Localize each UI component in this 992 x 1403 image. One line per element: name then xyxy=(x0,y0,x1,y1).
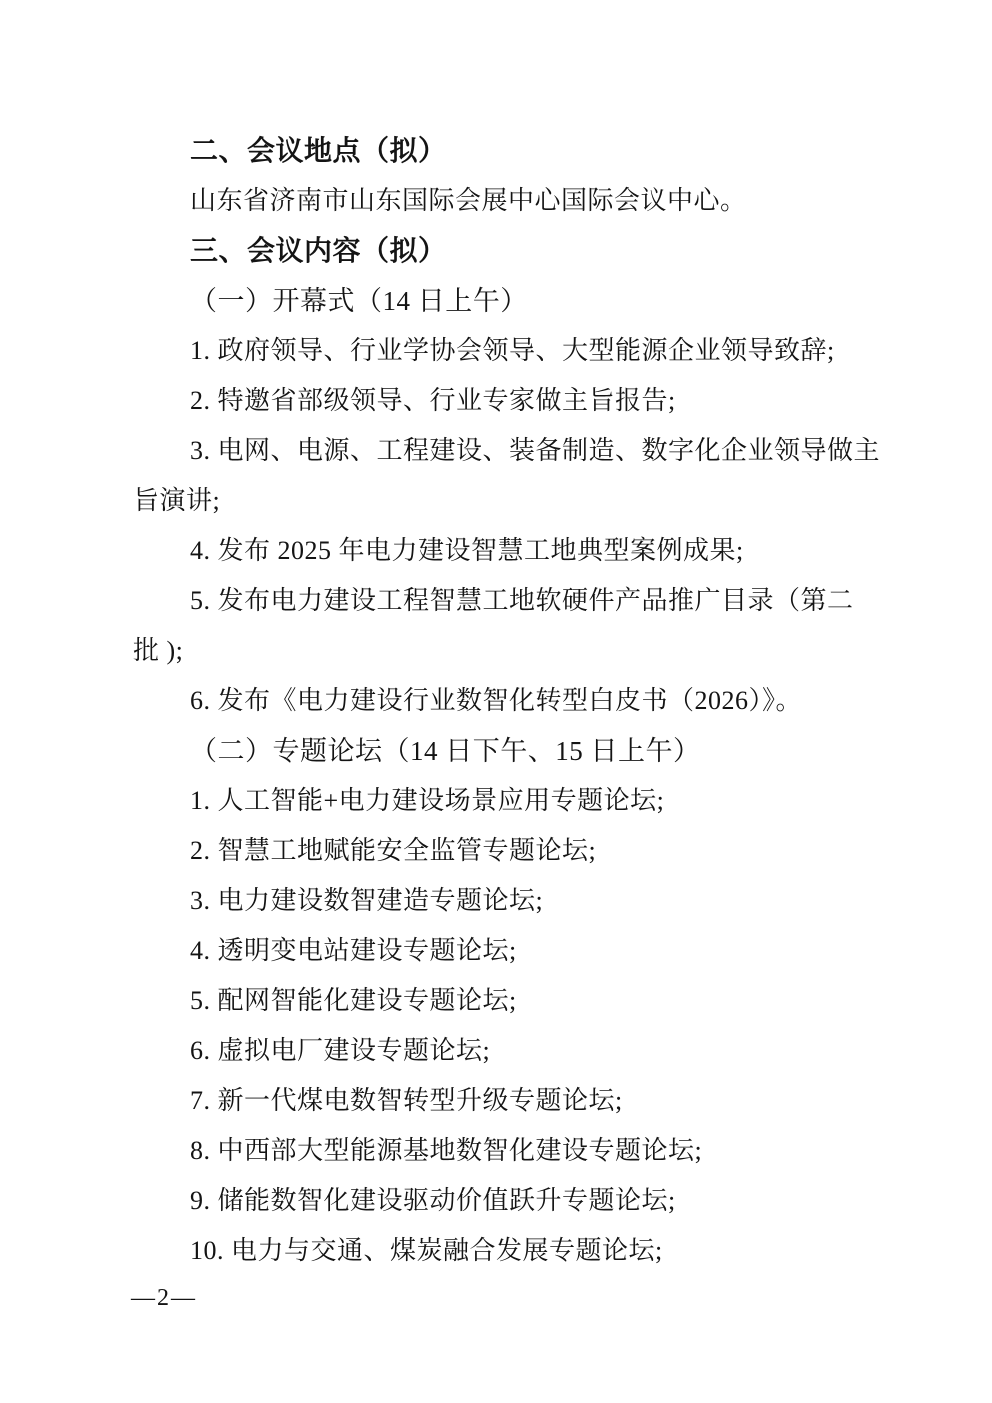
subheading-special-forums: （二）专题论坛（14 日下午、15 日上午） xyxy=(190,736,701,766)
opening-item-1: 1. 政府领导、行业学协会领导、大型能源企业领导致辞; xyxy=(190,336,835,365)
forum-item-8: 8. 中西部大型能源基地数智化建设专题论坛; xyxy=(190,1136,703,1165)
forum-item-4: 4. 透明变电站建设专题论坛; xyxy=(190,936,517,965)
opening-item-5-line-2: 批 ); xyxy=(133,636,184,665)
forum-item-5: 5. 配网智能化建设专题论坛; xyxy=(190,986,517,1015)
opening-item-4: 4. 发布 2025 年电力建设智慧工地典型案例成果; xyxy=(190,536,744,565)
opening-item-3-line-2: 旨演讲; xyxy=(133,486,221,515)
venue-text: 山东省济南市山东国际会展中心国际会议中心。 xyxy=(190,186,747,215)
forum-item-2: 2. 智慧工地赋能安全监管专题论坛; xyxy=(190,836,597,865)
opening-item-6: 6. 发布《电力建设行业数智化转型白皮书（2026）》。 xyxy=(190,686,803,715)
forum-item-10: 10. 电力与交通、煤炭融合发展专题论坛; xyxy=(190,1236,663,1265)
opening-item-5-line-1: 5. 发布电力建设工程智慧工地软硬件产品推广目录（第二 xyxy=(190,586,854,615)
document-body xyxy=(133,126,881,1276)
subheading-opening-ceremony: （一）开幕式（14 日上午） xyxy=(190,286,528,316)
forum-item-7: 7. 新一代煤电数智转型升级专题论坛; xyxy=(190,1086,623,1115)
opening-item-2: 2. 特邀省部级领导、行业专家做主旨报告; xyxy=(190,386,676,415)
opening-item-3-line-1: 3. 电网、电源、工程建设、装备制造、数字化企业领导做主 xyxy=(190,436,881,465)
page-number: —2— xyxy=(131,1285,197,1311)
forum-item-6: 6. 虚拟电厂建设专题论坛; xyxy=(190,1036,491,1065)
forum-item-3: 3. 电力建设数智建造专题论坛; xyxy=(190,886,544,915)
forum-item-1: 1. 人工智能+电力建设场景应用专题论坛; xyxy=(190,786,665,815)
forum-item-9: 9. 储能数智化建设驱动价值跃升专题论坛; xyxy=(190,1186,676,1215)
heading-meeting-venue: 二、会议地点（拟） xyxy=(190,135,447,166)
heading-meeting-content: 三、会议内容（拟） xyxy=(190,235,447,266)
